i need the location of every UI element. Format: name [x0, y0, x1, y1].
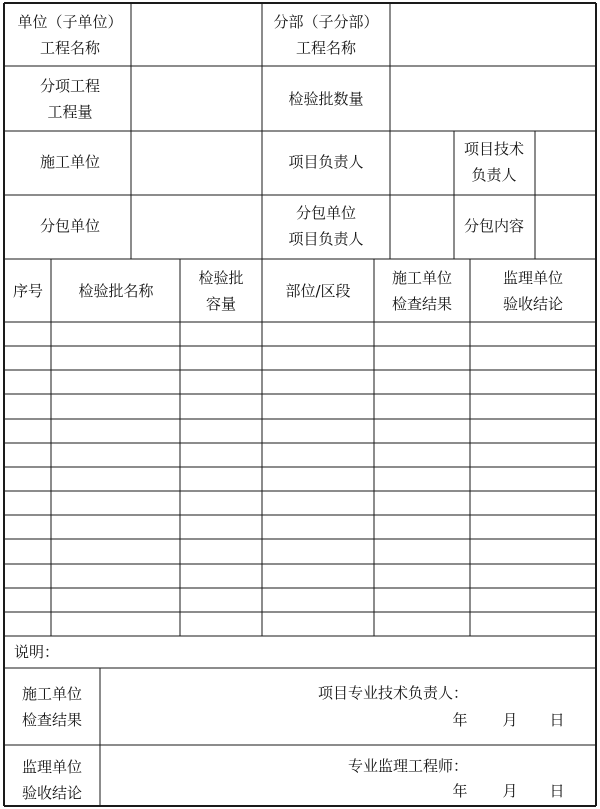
project-technical-lead-label-2: 负责人	[471, 166, 517, 184]
subcontract-manager-label-2: 项目负责人	[288, 230, 364, 248]
supervision-acceptance-label-2: 验收结论	[21, 784, 83, 802]
construction-unit-label: 施工单位	[39, 153, 101, 171]
supervision-acceptance-signer: 专业监理工程师：	[348, 757, 469, 775]
division-project-name-label-2: 工程名称	[295, 39, 357, 57]
division-project-name-label-1: 分部（子分部）	[273, 13, 379, 31]
subcontract-unit-label: 分包单位	[39, 217, 101, 235]
column-header-construction-result-2: 检查结果	[391, 295, 453, 313]
supervision-acceptance-month: 月	[502, 782, 518, 800]
column-header-lot-name: 检验批名称	[78, 282, 154, 300]
column-header-location: 部位/区段	[285, 282, 351, 300]
construction-check-label-1: 施工单位	[21, 685, 83, 703]
column-header-construction-result-1: 施工单位	[391, 269, 453, 287]
unit-project-name-label-1: 单位（子单位）	[17, 13, 123, 31]
project-manager-label: 项目负责人	[288, 153, 364, 171]
unit-project-name-label-2: 工程名称	[39, 39, 101, 57]
project-technical-lead-label-1: 项目技术	[463, 140, 525, 158]
construction-check-month: 月	[502, 711, 518, 729]
supervision-acceptance-year: 年	[452, 782, 468, 800]
column-header-supervision-conclusion-2: 验收结论	[502, 295, 564, 313]
subcontract-content-label: 分包内容	[463, 217, 525, 235]
subitem-work-quantity-label-1: 分项工程	[39, 77, 101, 95]
construction-check-year: 年	[452, 711, 468, 729]
construction-check-label-2: 检查结果	[21, 711, 83, 729]
supervision-acceptance-label-1: 监理单位	[21, 758, 83, 776]
construction-check-day: 日	[549, 711, 565, 729]
subitem-work-quantity-label-2: 工程量	[47, 103, 93, 121]
remarks-label: 说明：	[14, 643, 60, 661]
column-header-lot-capacity-2: 容量	[205, 295, 237, 313]
column-header-lot-capacity-1: 检验批	[198, 269, 244, 287]
construction-check-signer: 项目专业技术负责人：	[318, 684, 469, 702]
form-grid-lines	[4, 3, 596, 806]
subcontract-manager-label-1: 分包单位	[295, 204, 357, 222]
inspection-lot-count-label: 检验批数量	[288, 90, 364, 108]
column-header-supervision-conclusion-1: 监理单位	[502, 269, 564, 287]
column-header-seq: 序号	[12, 282, 44, 300]
supervision-acceptance-day: 日	[549, 782, 565, 800]
